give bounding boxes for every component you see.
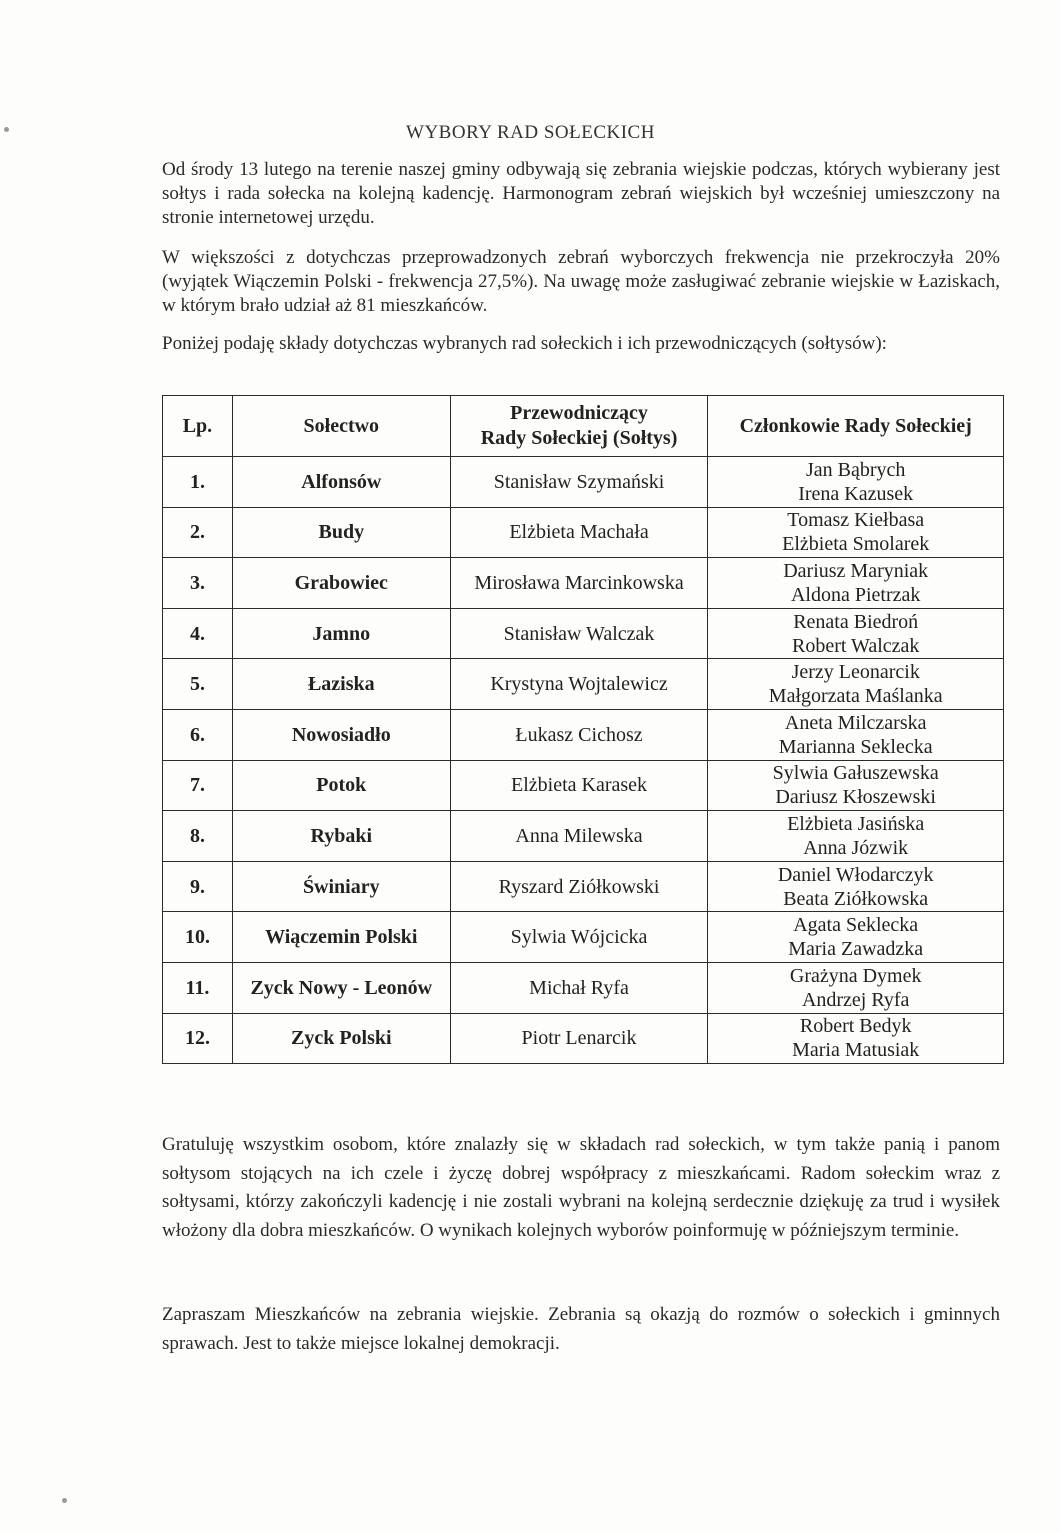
council-members <box>708 1013 1004 1064</box>
council-member-name: Irena Kazusek <box>798 482 914 505</box>
invitation-paragraph: Zapraszam Mieszkańców na zebrania wiejskie. Zebrania są okazją do rozmów o sołeckich i gminnych sprawach. Jest to także miejsce lokalnej demokracji. <box>162 1304 1000 1354</box>
chair-name: Elżbieta Machała <box>450 507 708 558</box>
council-member-name: Maria Matusiak <box>792 1039 920 1062</box>
row-number: 8. <box>163 811 233 862</box>
council-members <box>708 760 1004 811</box>
chair-name: Sylwia Wójcicka <box>450 912 708 963</box>
chair-name: Mirosława Marcinkowska <box>450 558 708 609</box>
table-row <box>163 861 1004 912</box>
table-row <box>163 912 1004 963</box>
council-members <box>708 659 1004 710</box>
council-member-name: Aldona Pietrzak <box>790 583 921 606</box>
chair-name: Stanisław Szymański <box>450 457 708 508</box>
village-name: Wiączemin Polski <box>232 912 450 963</box>
table-row <box>163 457 1004 508</box>
row-number: 7. <box>163 760 233 811</box>
header-chair-line2: Rady Sołeckiej (Sołtys) <box>480 427 678 449</box>
council-member-name: Robert Bedyk <box>799 1015 912 1038</box>
table-row <box>163 760 1004 811</box>
row-number: 10. <box>163 912 233 963</box>
row-number: 6. <box>163 709 233 760</box>
village-name: Alfonsów <box>232 457 450 508</box>
village-name: Rybaki <box>232 811 450 862</box>
council-members <box>708 962 1004 1013</box>
council-member-name: Małgorzata Maślanka <box>768 685 943 708</box>
council-members <box>708 608 1004 659</box>
turnout-paragraph: W większości z dotychczas przeprowadzonych zebrań wyborczych frekwencja nie przekroczyła 20% (wyjątek Wiączemin Polski - frekwencja 27,5%). Na uwagę może zasługiwać zebranie wiejskie w Łaziskach, w którym brało udział aż 81 mieszkańców. <box>162 247 1000 316</box>
chair-name: Elżbieta Karasek <box>450 760 708 811</box>
council-member-name: Anna Józwik <box>803 836 909 859</box>
scan-speck <box>4 127 9 132</box>
village-name: Grabowiec <box>232 558 450 609</box>
council-members <box>708 558 1004 609</box>
table-row <box>163 709 1004 760</box>
table-row <box>163 811 1004 862</box>
chair-name: Michał Ryfa <box>450 962 708 1013</box>
council-member-name: Maria Zawadzka <box>788 938 924 961</box>
table-row <box>163 1013 1004 1064</box>
table-row <box>163 659 1004 710</box>
table-row <box>163 608 1004 659</box>
village-name: Łaziska <box>232 659 450 710</box>
row-number: 1. <box>163 457 233 508</box>
village-name: Zyck Nowy - Leonów <box>232 962 450 1013</box>
council-member-name: Daniel Włodarczyk <box>777 863 934 886</box>
council-member-name: Sylwia Gałuszewska <box>772 762 939 785</box>
chair-name: Ryszard Ziółkowski <box>450 861 708 912</box>
council-members <box>708 811 1004 862</box>
council-member-name: Andrzej Ryfa <box>801 988 910 1011</box>
chair-name: Łukasz Cichosz <box>450 709 708 760</box>
chair-name: Anna Milewska <box>450 811 708 862</box>
council-member-name: Beata Ziółkowska <box>783 887 929 910</box>
congratulations-paragraph: Gratuluję wszystkim osobom, które znalazły się w składach rad sołeckich, w tym także panią i panom sołtysom stojących na ich czele i życzę dobrej współpracy z mieszkańcami. Radom sołeckim wraz z sołtysami, którzy zakończyli kadencję i nie zostali wybrani na kolejną serdecznie dziękuję za trud i wysiłek włożony dla dobra mieszkańców. O wynikach kolejnych wyborów poinformuję w późniejszym terminie. <box>162 1134 1000 1241</box>
row-number: 5. <box>163 659 233 710</box>
council-members <box>708 507 1004 558</box>
council-members <box>708 912 1004 963</box>
header-members: Członkowie Rady Sołeckiej <box>708 396 1004 457</box>
council-member-name: Robert Walczak <box>791 634 920 657</box>
row-number: 4. <box>163 608 233 659</box>
lead-in-paragraph: Poniżej podaję składy dotychczas wybranych rad sołeckich i ich przewodniczących (sołtysów): <box>162 333 887 354</box>
row-number: 3. <box>163 558 233 609</box>
village-name: Zyck Polski <box>232 1013 450 1064</box>
council-member-name: Elżbieta Jasińska <box>787 812 925 835</box>
council-member-name: Jan Bąbrych <box>805 458 906 481</box>
chair-name: Piotr Lenarcik <box>450 1013 708 1064</box>
header-village: Sołectwo <box>232 396 450 457</box>
council-member-name: Aneta Milczarska <box>784 711 927 734</box>
row-number: 11. <box>163 962 233 1013</box>
row-number: 12. <box>163 1013 233 1064</box>
chair-name: Krystyna Wojtalewicz <box>450 659 708 710</box>
page-title: WYBORY RAD SOŁECKICH <box>406 122 655 143</box>
row-number: 2. <box>163 507 233 558</box>
council-members <box>708 709 1004 760</box>
council-members <box>708 861 1004 912</box>
council-member-name: Marianna Seklecka <box>778 735 933 758</box>
table-row <box>163 507 1004 558</box>
council-member-name: Dariusz Maryniak <box>783 559 929 582</box>
table-body <box>163 457 1004 1064</box>
header-chair <box>450 396 708 457</box>
intro-paragraph: Od środy 13 lutego na terenie naszej gminy odbywają się zebrania wiejskie podczas, których wybierany jest sołtys i rada sołecka na kolejną kadencję. Harmonogram zebrań wiejskich był wcześniej umieszczony na stronie internetowej urzędu. <box>162 159 1000 228</box>
council-members <box>708 457 1004 508</box>
council-member-name: Renata Biedroń <box>793 610 919 633</box>
village-name: Budy <box>232 507 450 558</box>
village-name: Nowosiadło <box>232 709 450 760</box>
table-row <box>163 558 1004 609</box>
council-member-name: Tomasz Kiełbasa <box>787 509 925 532</box>
table-row <box>163 962 1004 1013</box>
village-name: Jamno <box>232 608 450 659</box>
council-member-name: Jerzy Leonarcik <box>791 661 920 684</box>
council-member-name: Elżbieta Smolarek <box>782 533 930 556</box>
scan-speck <box>62 1498 67 1503</box>
header-lp: Lp. <box>163 396 233 457</box>
chair-name: Stanisław Walczak <box>450 608 708 659</box>
council-member-name: Agata Seklecka <box>793 914 919 937</box>
council-member-name: Grażyna Dymek <box>789 964 922 987</box>
header-chair-line1: Przewodniczący <box>510 402 648 424</box>
council-member-name: Dariusz Kłoszewski <box>775 786 936 809</box>
row-number: 9. <box>163 861 233 912</box>
village-name: Świniary <box>232 861 450 912</box>
table-header-row <box>163 396 1004 457</box>
village-name: Potok <box>232 760 450 811</box>
councils-table <box>162 395 1004 1064</box>
